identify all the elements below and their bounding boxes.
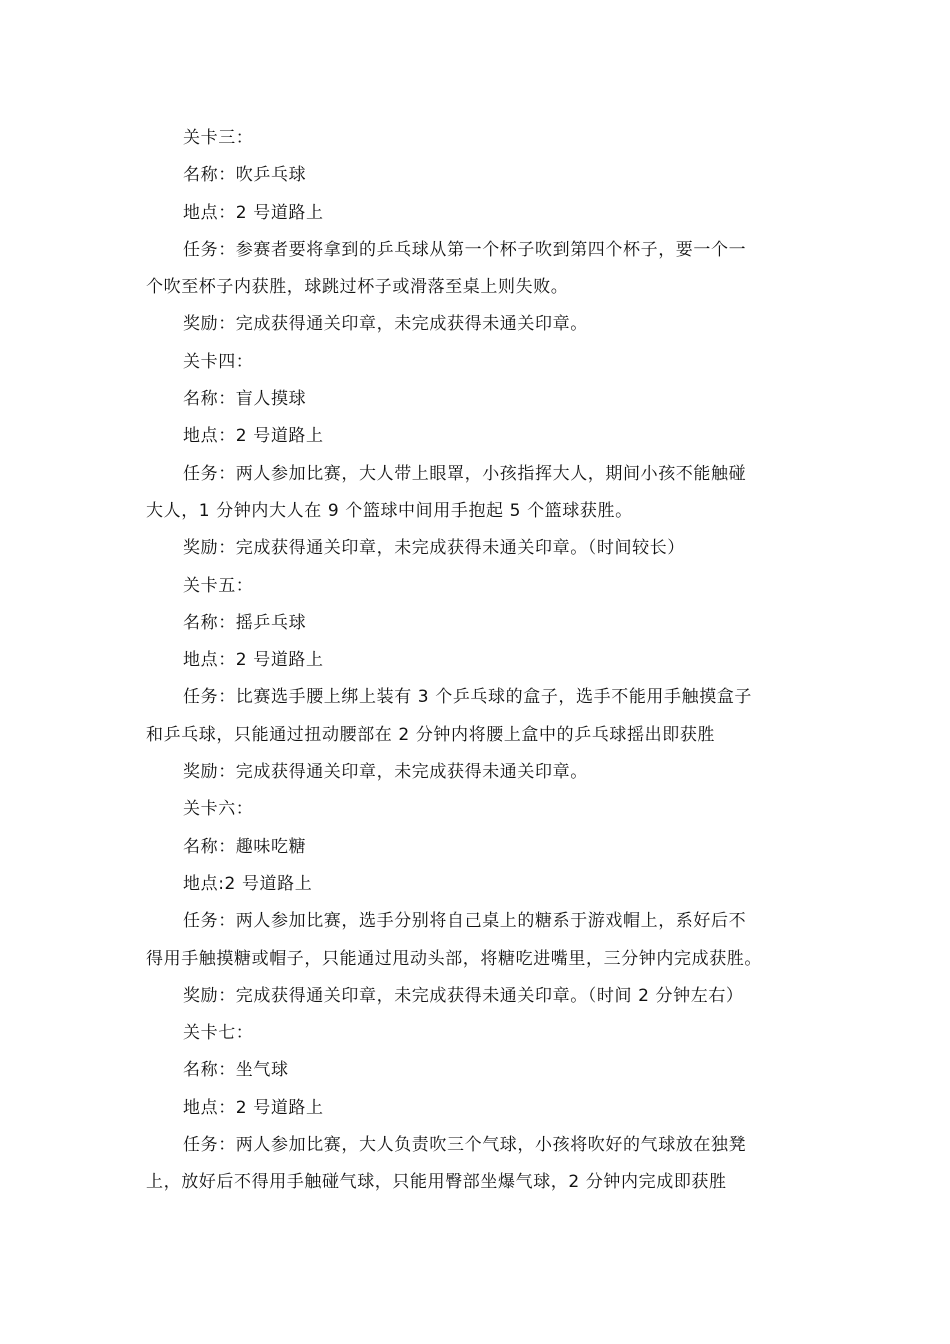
level-3-reward: 奖励：完成获得通关印章，未完成获得未通关印章。 [183, 314, 588, 335]
level-7-task: 任务：两人参加比赛，大人负责吹三个气球，小孩将吹好的气球放在独凳 [183, 1135, 747, 1156]
level-7-location: 地点：2 号道路上 [183, 1097, 324, 1118]
level-3-task-continued: 个吹至杯子内获胜，球跳过杯子或滑落至桌上则失败。 [146, 277, 569, 298]
level-3-location: 地点：2 号道路上 [183, 202, 324, 223]
level-4-heading: 关卡四： [183, 351, 254, 372]
level-6-location: 地点:2 号道路上 [183, 873, 313, 894]
level-4-name: 名称：盲人摸球 [183, 389, 307, 410]
level-6-heading: 关卡六： [183, 799, 254, 820]
level-6-name: 名称：趣味吃糖 [183, 836, 307, 857]
level-5-task: 任务：比赛选手腰上绑上装有 3 个乒乓球的盒子，选手不能用手触摸盒子 [183, 687, 753, 708]
level-4-task: 任务：两人参加比赛，大人带上眼罩，小孩指挥大人，期间小孩不能触碰 [183, 463, 747, 484]
level-4-reward: 奖励：完成获得通关印章，未完成获得未通关印章。（时间较长） [183, 538, 685, 559]
level-6-reward: 奖励：完成获得通关印章，未完成获得未通关印章。（时间 2 分钟左右） [183, 985, 744, 1006]
document-body [146, 120, 806, 1202]
level-5-reward: 奖励：完成获得通关印章，未完成获得未通关印章。 [183, 762, 588, 783]
level-6-task-continued: 得用手触摸糖或帽子，只能通过甩动头部，将糖吃进嘴里，三分钟内完成获胜。 [146, 948, 762, 969]
level-7-heading: 关卡七： [183, 1023, 254, 1044]
level-5-heading: 关卡五： [183, 575, 254, 596]
level-7-task-continued: 上，放好后不得用手触碰气球，只能用臀部坐爆气球，2 分钟内完成即获胜 [146, 1172, 727, 1193]
level-5-location: 地点：2 号道路上 [183, 650, 324, 671]
level-6-task: 任务：两人参加比赛，选手分别将自己桌上的糖系于游戏帽上，系好后不 [183, 911, 747, 932]
level-5-task-continued: 和乒乓球，只能通过扭动腰部在 2 分钟内将腰上盒中的乒乓球摇出即获胜 [146, 724, 716, 745]
level-3-task: 任务：参赛者要将拿到的乒乓球从第一个杯子吹到第四个杯子，要一个一 [183, 239, 747, 260]
level-3-name: 名称：吹乒乓球 [183, 165, 307, 186]
level-4-task-continued: 大人，1 分钟内大人在 9 个篮球中间用手抱起 5 个篮球获胜。 [146, 500, 633, 521]
level-5-name: 名称：摇乒乓球 [183, 612, 307, 633]
level-4-location: 地点：2 号道路上 [183, 426, 324, 447]
level-3-heading: 关卡三： [183, 128, 254, 148]
level-7-name: 名称：坐气球 [183, 1060, 289, 1081]
